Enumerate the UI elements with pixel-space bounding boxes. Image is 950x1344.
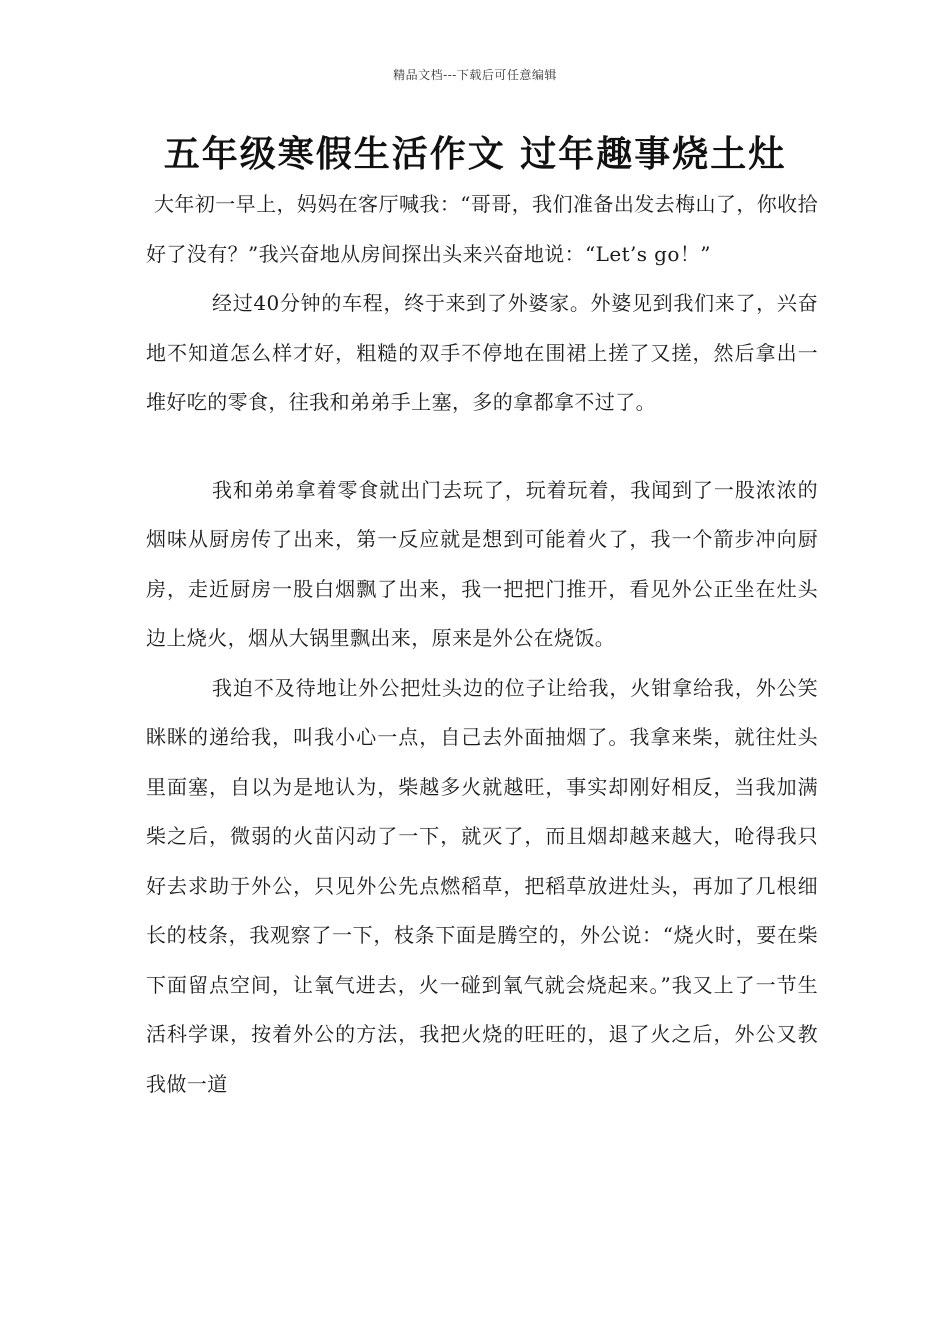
paragraph-3: 我和弟弟拿着零食就出门去玩了，玩着玩着，我闻到了一股浓浓的烟味从厨房传了出来，第一反应就是想到可能着火了，我一个箭步冲向厨房，走近厨房一股白烟飘了出来，我一把把门推开，看见外公正坐在灶头边上烧火，烟从大锅里飘出来，原来是外公在烧饭。 xyxy=(146,477,818,650)
paragraph-2: 经过40分钟的车程，终于来到了外婆家。外婆见到我们来了，兴奋地不知道怎么样才好，粗糙的双手不停地在围裙上搓了又搓，然后拿出一堆好吃的零食，往我和弟弟手上塞，多的拿都拿不过了。 xyxy=(146,291,818,414)
header-note: 精品文档---下载后可任意编辑 xyxy=(393,68,557,82)
paragraph-1: 大年初一早上，妈妈在客厅喊我：“哥哥，我们准备出发去梅山了，你收拾好了没有？”我兴奋地从房间探出头来兴奋地说：“Let’s go！” xyxy=(146,192,818,266)
paragraph-4: 我迫不及待地让外公把灶头边的位子让给我，火钳拿给我，外公笑眯眯的递给我，叫我小心一点，自己去外面抽烟了。我拿来柴，就往灶头里面塞，自以为是地认为，柴越多火就越旺，事实却刚好相反，当我加满柴之后，微弱的火苗闪动了一下，就灭了，而且烟却越来越大，呛得我只好去求助于外公，只见外公先点燃稻草，把稻草放进灶头，再加了几根细长的枝条，我观察了一下，枝条下面是腾空的，外公说：“烧火时，要在柴下面留点空间，让氧气进去，火一碰到氧气就会烧起来。”我又上了一节生活科学课，按着外公的方法，我把火烧的旺旺的，退了火之后，外公又教我做一道 xyxy=(146,675,818,1096)
article-body xyxy=(146,180,818,1109)
document-title: 五年级寒假生活作文 过年趣事烧土灶 xyxy=(163,134,787,175)
